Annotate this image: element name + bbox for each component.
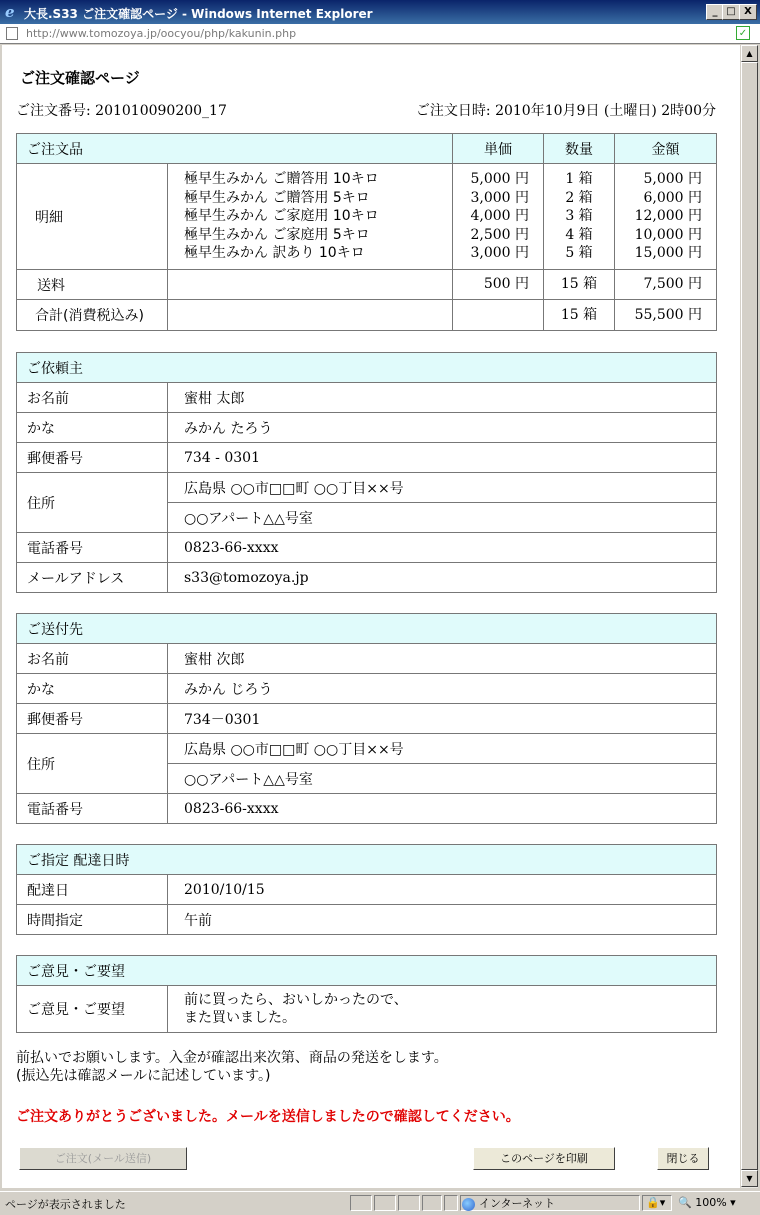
scroll-down-icon[interactable]: ▼ [741,1170,758,1187]
payment-note-line: (振込先は確認メールに記述しています。) [16,1068,271,1084]
order-date: ご注文日時: 2010年10月9日 (土曜日) 2時00分 [415,103,716,119]
item-qty: 3 箱 [565,208,593,225]
delivery-time: 午前 [168,905,717,935]
item-quantities [544,164,615,270]
window-title: 大長.S33 ご注文確認ページ - Windows Internet Explorer [24,7,373,21]
header-item: ご注文品 [17,134,453,164]
item-qty: 5 箱 [565,245,593,262]
requester-address1: 広島県 ○○市□□町 ○○丁目××号 [168,473,717,503]
requester-phone: 0823-66-xxxx [168,533,717,563]
item-amounts [615,164,717,270]
order-table [16,133,717,331]
recipient-zip: 734－0301 [168,704,717,734]
comments-label: ご意見・ご要望 [17,986,168,1033]
requester-email-label: メールアドレス [17,563,168,593]
page-icon [6,27,18,40]
item-price: 5,000 円 [470,171,529,188]
title-bar [0,0,760,24]
status-panel [444,1195,458,1211]
minimize-button[interactable]: _ [706,4,724,20]
requester-address2: ○○アパート△△号室 [168,503,717,533]
payment-note-line: 前払いでお願いします。入金が確認出来次第、商品の発送をします。 [16,1050,448,1066]
address-url[interactable]: http://www.tomozoya.jp/oocyou/php/kakunin.php [26,27,297,40]
maximize-button[interactable]: □ [722,4,740,20]
order-number: ご注文番号: 201010090200_17 [16,103,227,119]
shipping-qty: 15 箱 [544,270,615,300]
status-text: ページが表示されました [5,1198,126,1211]
item-amount: 15,000 円 [634,245,702,262]
requester-kana-label: かな [17,413,168,443]
header-unit-price: 単価 [453,134,544,164]
security-zone [462,1195,555,1211]
recipient-address2: ○○アパート△△号室 [168,764,717,794]
list-item: 極早生みかん ご贈答用 5キロ [184,189,370,206]
list-item: 極早生みかん ご家庭用 5キロ [184,226,370,243]
item-amount: 6,000 円 [643,189,702,206]
total-qty: 15 箱 [544,300,615,331]
requester-kana: みかん たろう [168,413,717,443]
item-price: 3,000 円 [470,245,529,262]
ie-logo-icon: e [5,3,15,21]
item-prices [453,164,544,270]
item-price: 3,000 円 [470,189,529,206]
requester-address-label: 住所 [17,473,168,533]
scroll-up-icon[interactable]: ▲ [741,45,758,62]
requester-header: ご依頼主 [17,353,717,383]
print-page-button[interactable]: このページを印刷 [473,1147,615,1170]
item-qty: 1 箱 [565,171,593,188]
comments-line: また買いました。 [184,1010,296,1026]
page-title: ご注文確認ページ [20,69,140,87]
comments-text [168,986,717,1033]
recipient-header: ご送付先 [17,614,717,644]
recipient-name: 蜜柑 次郎 [168,644,717,674]
delivery-time-label: 時間指定 [17,905,168,935]
comments-line: 前に買ったら、おいしかったので、 [184,992,408,1008]
requester-zip-label: 郵便番号 [17,443,168,473]
list-item: 極早生みかん ご贈答用 10キロ [184,171,379,188]
status-panel [350,1195,372,1211]
recipient-kana: みかん じろう [168,674,717,704]
requester-email: s33@tomozoya.jp [168,563,717,593]
page-content [2,45,740,1188]
detail-label: 明細 [17,164,168,270]
delivery-header: ご指定 配達日時 [17,845,717,875]
delivery-date-label: 配達日 [17,875,168,905]
shipping-label: 送料 [17,270,168,300]
send-order-button[interactable]: ご注文(メール送信) [19,1147,187,1170]
recipient-kana-label: かな [17,674,168,704]
payment-note [16,1049,448,1085]
requester-name-label: お名前 [17,383,168,413]
delivery-date: 2010/10/15 [168,875,717,905]
scroll-thumb[interactable] [741,62,758,1170]
globe-icon [462,1198,475,1211]
lock-icon[interactable]: 🔒▾ [646,1196,666,1209]
recipient-table [16,613,717,824]
requester-zip: 734 - 0301 [168,443,717,473]
item-amount: 10,000 円 [634,226,702,243]
total-label: 合計(消費税込み) [17,300,168,331]
recipient-address1: 広島県 ○○市□□町 ○○丁目××号 [168,734,717,764]
close-page-button[interactable]: 閉じる [657,1147,709,1170]
thanks-message: ご注文ありがとうございました。メールを送信しましたので確認してください。 [16,1109,520,1125]
comments-table [16,955,717,1033]
header-quantity: 数量 [544,134,615,164]
zoom-value: 100% [695,1196,727,1209]
list-item: 極早生みかん 訳あり 10キロ [184,245,365,262]
total-amount: 55,500 円 [615,300,717,331]
delivery-table [16,844,717,935]
item-price: 4,000 円 [470,208,529,225]
shipping-amount: 7,500 円 [615,270,717,300]
recipient-zip-label: 郵便番号 [17,704,168,734]
item-amount: 5,000 円 [643,171,702,188]
item-amount: 12,000 円 [634,208,702,225]
item-qty: 4 箱 [565,226,593,243]
requester-name: 蜜柑 太郎 [168,383,717,413]
vertical-scrollbar[interactable] [740,45,758,1188]
item-names [168,164,453,270]
item-qty: 2 箱 [565,189,593,206]
header-amount: 金額 [615,134,717,164]
requester-table [16,352,717,593]
list-item: 極早生みかん ご家庭用 10キロ [184,208,379,225]
requester-phone-label: 電話番号 [17,533,168,563]
status-panel [398,1195,420,1211]
recipient-address-label: 住所 [17,734,168,794]
item-price: 2,500 円 [470,226,529,243]
recipient-phone-label: 電話番号 [17,794,168,824]
status-panel [374,1195,396,1211]
shipping-price: 500 円 [453,270,544,300]
zoom-level[interactable]: 🔍 100% ▾ [678,1196,736,1209]
address-bar[interactable] [0,24,760,44]
close-window-button[interactable]: X [739,4,757,20]
status-bar [0,1191,760,1215]
status-panel [422,1195,442,1211]
favorites-icon[interactable]: ✓ [736,26,750,40]
recipient-phone: 0823-66-xxxx [168,794,717,824]
zone-label: インターネット [479,1197,556,1210]
comments-header: ご意見・ご要望 [17,956,717,986]
recipient-name-label: お名前 [17,644,168,674]
